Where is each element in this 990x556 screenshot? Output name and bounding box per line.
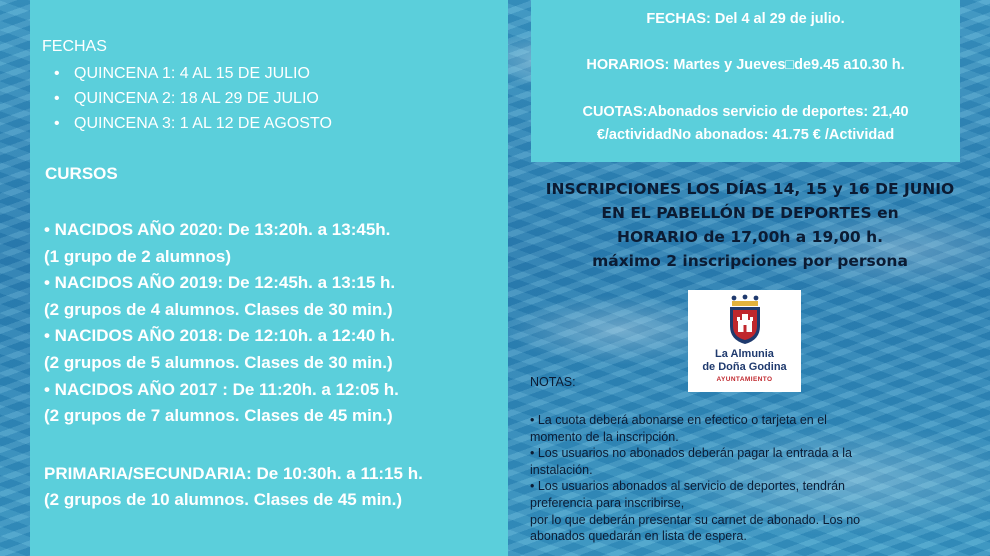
fechas-line: FECHAS: Del 4 al 29 de julio. [646,11,845,27]
cuotas-line: CUOTAS:Abonados servicio de deportes: 21,40 [582,104,909,120]
fechas-heading: FECHAS [42,38,107,55]
curso-line: • NACIDOS AÑO 2017 : De 11:20h. a 12:05 h. [44,379,399,399]
logo-text: de Doña Godina [702,361,787,373]
town-crest-icon [726,294,764,346]
nota-line: • Los usuarios abonados al servicio de deportes, tendrán [530,479,845,494]
curso-line: • NACIDOS AÑO 2018: De 12:10h. a 12:40 h. [44,326,396,346]
cursos-heading: CURSOS [45,164,118,183]
curso-line: • NACIDOS AÑO 2020: De 13:20h. a 13:45h. [44,220,391,239]
inscripciones-line: máximo 2 inscripciones por persona [592,252,908,270]
nota-line: momento de la inscripción. [530,429,679,444]
nota-line: abonados quedarán en lista de espera. [530,529,747,544]
cuotas-line: €/actividadNo abonados: 41.75 € /Actividad [596,127,895,143]
primaria-block [44,461,423,513]
curso-line: (2 grupos de 4 alumnos. Clases de 30 min.) [44,299,393,319]
ayuntamiento-logo [688,290,801,392]
primaria-line: (2 grupos de 10 alumnos. Clases de 45 min.) [44,490,403,509]
inscripciones-line: INSCRIPCIONES LOS DÍAS 14, 15 y 16 DE JUNIO [545,180,955,198]
primaria-line: PRIMARIA/SECUNDARIA: De 10:30h. a 11:15 h. [44,464,423,483]
nota-line: • Los usuarios no abonados deberán pagar la entrada a la [530,446,852,461]
list-item: • QUINCENA 1: 4 AL 15 DE JULIO [54,61,332,86]
curso-line: (2 grupos de 5 alumnos. Clases de 30 min.) [44,352,393,372]
notas-list [530,412,960,545]
list-item: • QUINCENA 2: 18 AL 29 DE JULIO [54,86,332,111]
nota-line: • La cuota deberá abonarse en efectico o tarjeta en el [530,413,827,427]
curso-line: • NACIDOS AÑO 2019: De 12:45h. a 13:15 h. [44,273,396,293]
logo-subtitle: AYUNTAMIENTO [716,376,773,383]
inscripciones-line: HORARIO de 17,00h a 19,00 h. [616,228,884,246]
nota-line: preferencia para inscribirse, [530,495,685,510]
curso-line: (1 grupo de 2 alumnos) [44,246,232,266]
notas-heading: NOTAS: [530,375,576,389]
logo-text: La Almunia [715,348,774,360]
nota-line: instalación. [530,462,593,477]
nota-line: por lo que deberán presentar su carnet de abonado. Los no [530,512,861,527]
list-item: • QUINCENA 3: 1 AL 12 DE AGOSTO [54,111,332,136]
quincena-list [54,61,332,136]
curso-line: (2 grupos de 7 alumnos. Clases de 45 min.) [44,406,393,426]
left-info-panel [30,0,508,556]
cursos-list [44,217,504,430]
inscripciones-line: EN EL PABELLÓN DE DEPORTES en [601,204,899,222]
horarios-line: HORARIOS: Martes y Jueves□de9.45 a10.30 h. [586,57,905,73]
inscripciones-block [512,177,988,273]
schedule-panel [531,0,960,162]
